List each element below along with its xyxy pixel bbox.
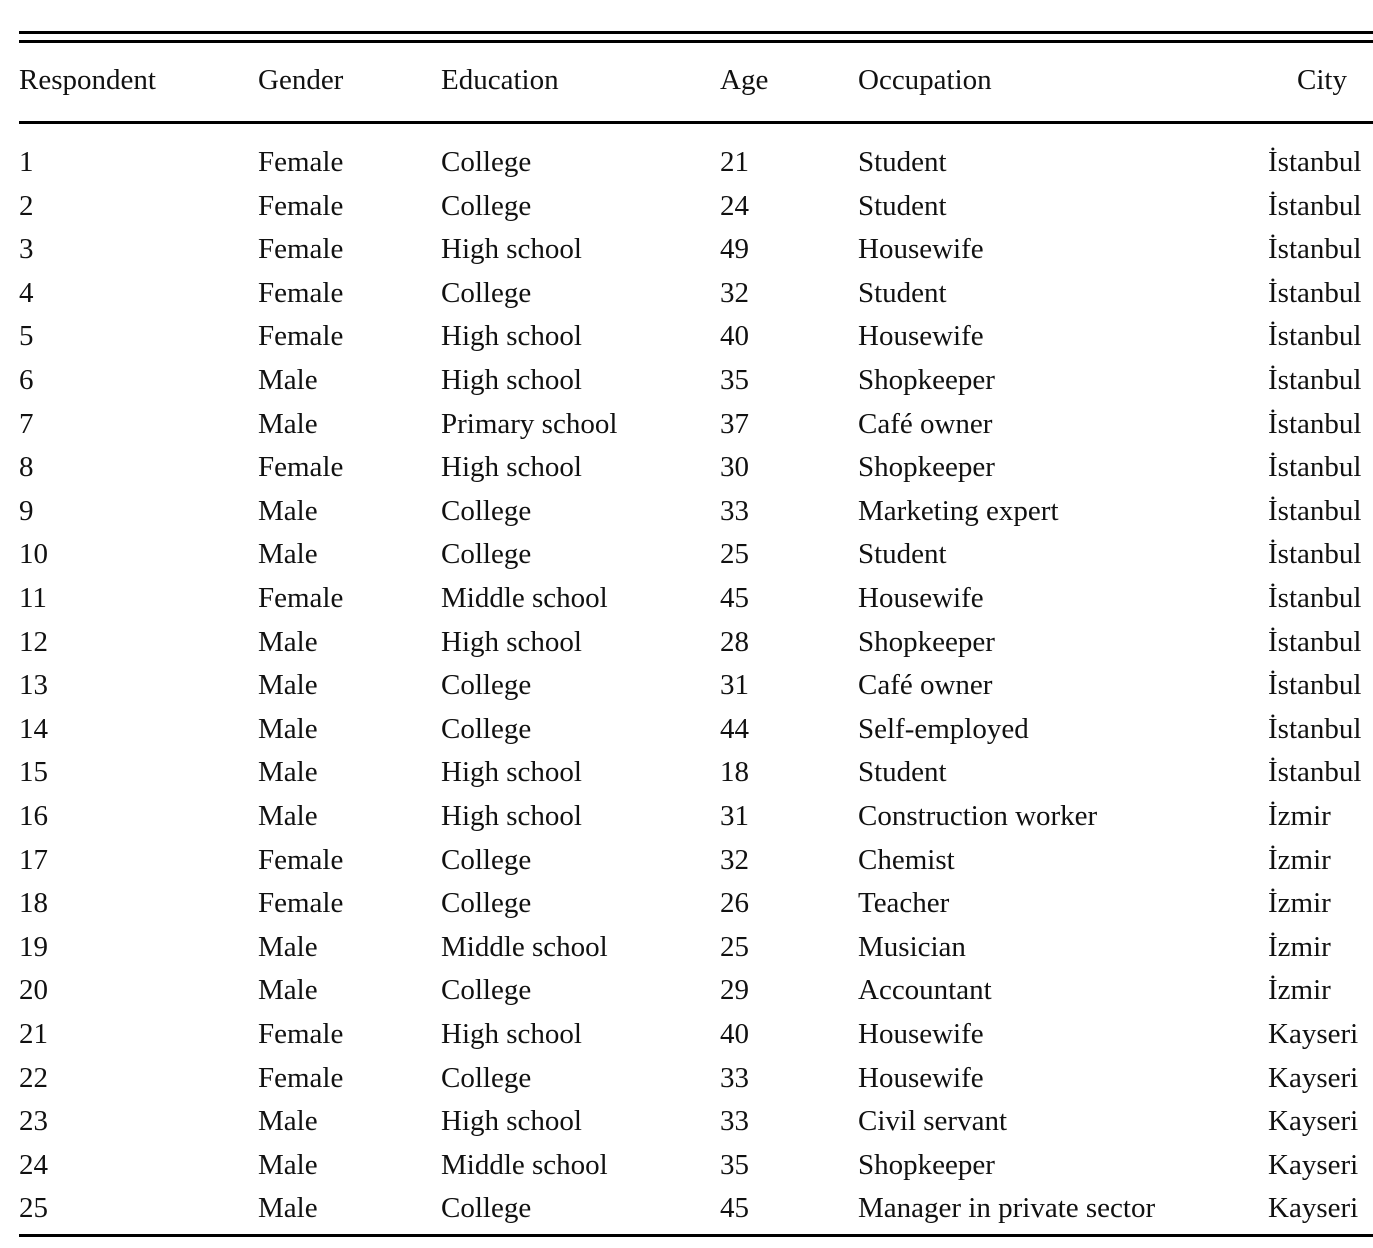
table-row	[0, 665, 1373, 705]
cell-gender: Male	[258, 800, 318, 832]
cell-education: High school	[441, 756, 582, 789]
table-row	[0, 883, 1373, 923]
table-row	[0, 229, 1373, 269]
cell-respondent: 2	[19, 189, 34, 222]
cell-city: İstanbul	[1268, 451, 1362, 484]
table-row	[0, 622, 1373, 662]
cell-respondent: 20	[19, 974, 48, 1007]
column-header-occupation: Occupation	[858, 64, 992, 96]
cell-education: High school	[441, 625, 582, 658]
cell-occupation: Housewife	[858, 1018, 984, 1050]
cell-age: 33	[720, 1061, 749, 1094]
cell-city: Kayseri	[1268, 1148, 1359, 1181]
table-row	[0, 1188, 1373, 1228]
cell-education: College	[441, 843, 532, 876]
cell-age: 35	[720, 364, 749, 396]
cell-age: 18	[720, 756, 749, 789]
cell-city: İstanbul	[1268, 407, 1362, 440]
column-header-education: Education	[441, 64, 559, 96]
table-row	[0, 927, 1373, 967]
cell-education: High school	[441, 451, 582, 484]
cell-age: 44	[720, 712, 749, 745]
cell-city: Kayseri	[1268, 1061, 1359, 1094]
table-row	[0, 316, 1373, 356]
cell-gender: Female	[258, 843, 344, 876]
cell-education: College	[441, 189, 532, 222]
cell-gender: Male	[258, 974, 318, 1007]
cell-education: Middle school	[441, 582, 608, 614]
cell-education: High school	[441, 1018, 582, 1050]
column-header-city: City	[1297, 64, 1347, 96]
cell-education: College	[441, 1192, 532, 1225]
cell-occupation: Shopkeeper	[858, 451, 995, 484]
cell-city: İstanbul	[1268, 756, 1362, 789]
cell-age: 32	[720, 843, 749, 876]
cell-city: İstanbul	[1268, 494, 1362, 527]
cell-age: 33	[720, 1105, 749, 1138]
cell-education: College	[441, 146, 532, 178]
cell-gender: Male	[258, 1105, 318, 1138]
cell-education: College	[441, 712, 532, 745]
cell-city: İstanbul	[1268, 669, 1362, 702]
cell-respondent: 4	[19, 276, 34, 309]
cell-city: İstanbul	[1268, 146, 1362, 178]
cell-gender: Male	[258, 364, 318, 396]
cell-occupation: Civil servant	[858, 1105, 1008, 1138]
cell-respondent: 23	[19, 1105, 48, 1138]
top-rule-2	[19, 40, 1373, 43]
cell-city: İstanbul	[1268, 625, 1362, 658]
cell-occupation: Musician	[858, 930, 966, 963]
cell-occupation: Café owner	[858, 407, 993, 440]
cell-respondent: 22	[19, 1061, 48, 1094]
cell-respondent: 21	[19, 1018, 48, 1050]
cell-respondent: 6	[19, 364, 34, 396]
cell-city: İstanbul	[1268, 320, 1362, 353]
table-row	[0, 709, 1373, 749]
cell-gender: Female	[258, 276, 344, 309]
cell-education: High school	[441, 320, 582, 353]
table-row	[0, 534, 1373, 574]
cell-gender: Female	[258, 320, 344, 353]
cell-occupation: Café owner	[858, 669, 993, 702]
cell-occupation: Student	[858, 189, 947, 222]
cell-gender: Male	[258, 756, 318, 789]
cell-education: Middle school	[441, 1148, 608, 1181]
cell-city: İzmir	[1268, 930, 1331, 963]
cell-respondent: 7	[19, 407, 34, 440]
cell-education: College	[441, 538, 532, 571]
table-row	[0, 840, 1373, 880]
cell-gender: Female	[258, 1061, 344, 1094]
cell-occupation: Student	[858, 276, 947, 309]
cell-occupation: Student	[858, 538, 947, 571]
cell-gender: Male	[258, 930, 318, 963]
cell-gender: Female	[258, 146, 344, 178]
cell-respondent: 12	[19, 625, 48, 658]
cell-respondent: 15	[19, 756, 48, 789]
cell-respondent: 11	[19, 582, 47, 614]
cell-education: High school	[441, 800, 582, 832]
cell-age: 45	[720, 1192, 749, 1225]
cell-respondent: 14	[19, 712, 48, 745]
cell-gender: Male	[258, 407, 318, 440]
table-row	[0, 1145, 1373, 1185]
cell-occupation: Marketing expert	[858, 494, 1059, 527]
cell-education: College	[441, 974, 532, 1007]
cell-age: 25	[720, 538, 749, 571]
table-row	[0, 1101, 1373, 1141]
table-title-clipped	[0, 0, 1373, 8]
cell-age: 37	[720, 407, 749, 440]
cell-occupation: Shopkeeper	[858, 1148, 995, 1181]
cell-respondent: 10	[19, 538, 48, 571]
cell-respondent: 19	[19, 930, 48, 963]
cell-age: 24	[720, 189, 749, 222]
cell-education: High school	[441, 233, 582, 266]
cell-city: İstanbul	[1268, 189, 1362, 222]
cell-respondent: 3	[19, 233, 34, 266]
cell-city: Kayseri	[1268, 1018, 1359, 1050]
cell-respondent: 5	[19, 320, 34, 353]
cell-city: İstanbul	[1268, 712, 1362, 745]
cell-respondent: 9	[19, 494, 34, 527]
cell-age: 28	[720, 625, 749, 658]
cell-city: İstanbul	[1268, 582, 1362, 614]
cell-education: Primary school	[441, 407, 618, 440]
cell-gender: Female	[258, 189, 344, 222]
table-row	[0, 404, 1373, 444]
cell-occupation: Housewife	[858, 582, 984, 614]
cell-age: 25	[720, 930, 749, 963]
cell-respondent: 17	[19, 843, 48, 876]
cell-respondent: 8	[19, 451, 34, 484]
cell-age: 40	[720, 1018, 749, 1050]
table-row	[0, 273, 1373, 313]
cell-gender: Male	[258, 1192, 318, 1225]
cell-city: İstanbul	[1268, 276, 1362, 309]
top-rule-1	[19, 31, 1373, 34]
cell-respondent: 24	[19, 1148, 48, 1181]
cell-education: College	[441, 494, 532, 527]
cell-respondent: 16	[19, 800, 48, 832]
cell-gender: Female	[258, 451, 344, 484]
cell-city: İzmir	[1268, 800, 1331, 832]
cell-occupation: Teacher	[858, 887, 950, 920]
cell-occupation: Housewife	[858, 233, 984, 266]
cell-age: 31	[720, 669, 749, 702]
cell-respondent: 18	[19, 887, 48, 920]
cell-city: İstanbul	[1268, 233, 1362, 266]
cell-occupation: Self-employed	[858, 712, 1029, 745]
table-row	[0, 1058, 1373, 1098]
cell-education: College	[441, 887, 532, 920]
column-header-age: Age	[720, 64, 769, 96]
cell-age: 33	[720, 494, 749, 527]
cell-occupation: Housewife	[858, 1061, 984, 1094]
cell-respondent: 13	[19, 669, 48, 702]
cell-occupation: Manager in private sector	[858, 1192, 1156, 1225]
table-row	[0, 578, 1373, 618]
column-header-respondent: Respondent	[19, 64, 156, 96]
cell-occupation: Student	[858, 146, 947, 178]
cell-occupation: Chemist	[858, 843, 955, 876]
table-row	[0, 186, 1373, 226]
cell-age: 40	[720, 320, 749, 353]
cell-gender: Male	[258, 712, 318, 745]
cell-education: Middle school	[441, 930, 608, 963]
table-row	[0, 1014, 1373, 1054]
table-row	[0, 142, 1373, 182]
cell-occupation: Shopkeeper	[858, 364, 995, 396]
cell-occupation: Shopkeeper	[858, 625, 995, 658]
cell-education: High school	[441, 1105, 582, 1138]
cell-city: İzmir	[1268, 887, 1331, 920]
cell-education: College	[441, 276, 532, 309]
cell-occupation: Student	[858, 756, 947, 789]
cell-gender: Male	[258, 494, 318, 527]
cell-respondent: 1	[19, 146, 34, 178]
column-header-gender: Gender	[258, 64, 344, 96]
cell-education: High school	[441, 364, 582, 396]
cell-gender: Female	[258, 233, 344, 266]
cell-age: 31	[720, 800, 749, 832]
cell-age: 32	[720, 276, 749, 309]
cell-city: İstanbul	[1268, 364, 1362, 396]
cell-gender: Male	[258, 1148, 318, 1181]
cell-gender: Male	[258, 669, 318, 702]
cell-age: 49	[720, 233, 749, 266]
table-row	[0, 796, 1373, 836]
table-header	[0, 60, 1373, 100]
table-row	[0, 447, 1373, 487]
cell-gender: Male	[258, 625, 318, 658]
cell-city: Kayseri	[1268, 1105, 1359, 1138]
cell-gender: Female	[258, 887, 344, 920]
cell-age: 21	[720, 146, 749, 178]
bottom-rule	[19, 1234, 1373, 1237]
cell-gender: Female	[258, 1018, 344, 1050]
table-row	[0, 970, 1373, 1010]
cell-gender: Female	[258, 582, 344, 614]
cell-age: 26	[720, 887, 749, 920]
header-rule	[19, 121, 1373, 124]
cell-city: İzmir	[1268, 843, 1331, 876]
cell-occupation: Housewife	[858, 320, 984, 353]
cell-education: College	[441, 669, 532, 702]
cell-age: 29	[720, 974, 749, 1007]
table-row	[0, 360, 1373, 400]
cell-respondent: 25	[19, 1192, 48, 1225]
table-row	[0, 752, 1373, 792]
cell-age: 35	[720, 1148, 749, 1181]
cell-occupation: Accountant	[858, 974, 992, 1007]
cell-age: 30	[720, 451, 749, 484]
cell-city: İstanbul	[1268, 538, 1362, 571]
cell-gender: Male	[258, 538, 318, 571]
cell-education: College	[441, 1061, 532, 1094]
table-row	[0, 491, 1373, 531]
cell-occupation: Construction worker	[858, 800, 1098, 832]
cell-city: İzmir	[1268, 974, 1331, 1007]
cell-city: Kayseri	[1268, 1192, 1359, 1225]
cell-age: 45	[720, 582, 749, 614]
